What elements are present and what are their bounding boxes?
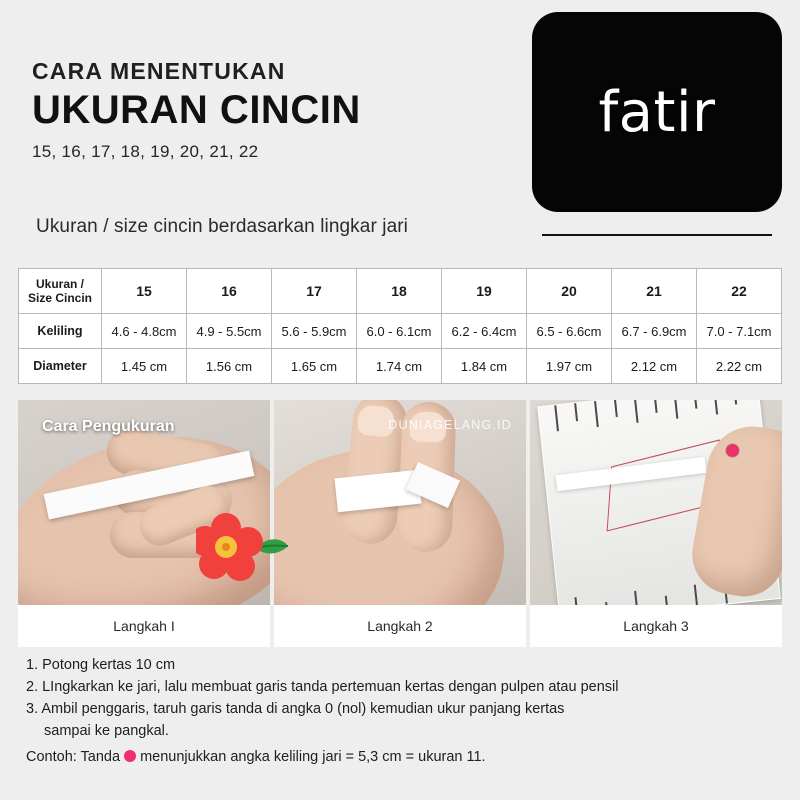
step-2-panel [274,400,526,647]
table-keliling-cell: 4.6 - 4.8cm [102,314,187,349]
ring-size-table [18,268,782,384]
step-2-caption: Langkah 2 [274,605,526,647]
table-row-label-keliling: Keliling [19,314,102,349]
instruction-line-3a: 3. Ambil penggaris, taruh garis tanda di angka 0 (nol) kemudian ukur panjang kertas [26,701,565,718]
brand-name: fatir [598,79,716,145]
table-size-cell: 22 [697,269,782,314]
table-keliling-cell: 6.0 - 6.1cm [357,314,442,349]
subtitle: Ukuran / size cincin berdasarkan lingkar jari [36,216,408,237]
table-keliling-cell: 7.0 - 7.1cm [697,314,782,349]
step-1-caption: Langkah I [18,605,270,647]
table-size-cell: 20 [527,269,612,314]
instruction-line-2: 2. LIngkarkan ke jari, lalu membuat garis tanda pertemuan kertas dengan pulpen atau pensil [26,679,619,696]
table-size-cell: 21 [612,269,697,314]
table-keliling-cell: 5.6 - 5.9cm [272,314,357,349]
page-title: UKURAN CINCIN [32,88,361,133]
table-size-cell: 15 [102,269,187,314]
table-header-label [19,269,102,314]
photo-section-label: Cara Pengukuran [42,418,175,435]
instruction-example [26,746,774,768]
subtitle-rule [542,234,772,236]
instruction-line-3b: sampai ke pangkal. [44,723,169,740]
table-keliling-cell: 6.2 - 6.4cm [442,314,527,349]
step-3-photo [530,400,782,605]
step-3-caption: Langkah 3 [530,605,782,647]
table-diameter-cell: 1.97 cm [527,349,612,384]
table-diameter-cell: 2.22 cm [697,349,782,384]
table-keliling-cell: 6.5 - 6.6cm [527,314,612,349]
table-size-cell: 18 [357,269,442,314]
instructions-block [26,654,774,768]
flower-sticker-icon [196,510,292,588]
table-size-cell: 16 [187,269,272,314]
instruction-line-1: 1. Potong kertas 10 cm [26,657,176,673]
example-prefix: Contoh: Tanda [26,749,121,766]
table-row-keliling [19,314,782,349]
table-diameter-cell: 1.65 cm [272,349,357,384]
table-diameter-cell: 1.74 cm [357,349,442,384]
step-2-photo [274,400,526,605]
table-row-header [19,269,782,314]
example-suffix: menunjukkan angka keliling jari = 5,3 cm = ukuran 11. [140,749,486,766]
table-diameter-cell: 1.45 cm [102,349,187,384]
table-row-label-diameter: Diameter [19,349,102,384]
table-row-diameter [19,349,782,384]
header-block [32,58,552,162]
header-eyebrow: CARA MENENTUKAN [32,58,286,84]
table-diameter-cell: 1.56 cm [187,349,272,384]
step-3-panel [530,400,782,647]
pink-dot-icon [124,750,136,762]
pink-marker-dot [726,444,739,457]
header-sizes-line: 15, 16, 17, 18, 19, 20, 21, 22 [32,142,259,162]
brand-badge [532,12,782,212]
photo-strip [18,400,782,647]
table-size-cell: 19 [442,269,527,314]
table-header-label-line2: Size Cincin [27,291,92,305]
table-header-label-line1: Ukuran / [35,276,84,291]
table-keliling-cell: 6.7 - 6.9cm [612,314,697,349]
table-size-cell: 17 [272,269,357,314]
table-keliling-cell: 4.9 - 5.5cm [187,314,272,349]
table-diameter-cell: 1.84 cm [442,349,527,384]
table-diameter-cell: 2.12 cm [612,349,697,384]
watermark-text: DUNIAGELANG.ID [388,418,512,432]
